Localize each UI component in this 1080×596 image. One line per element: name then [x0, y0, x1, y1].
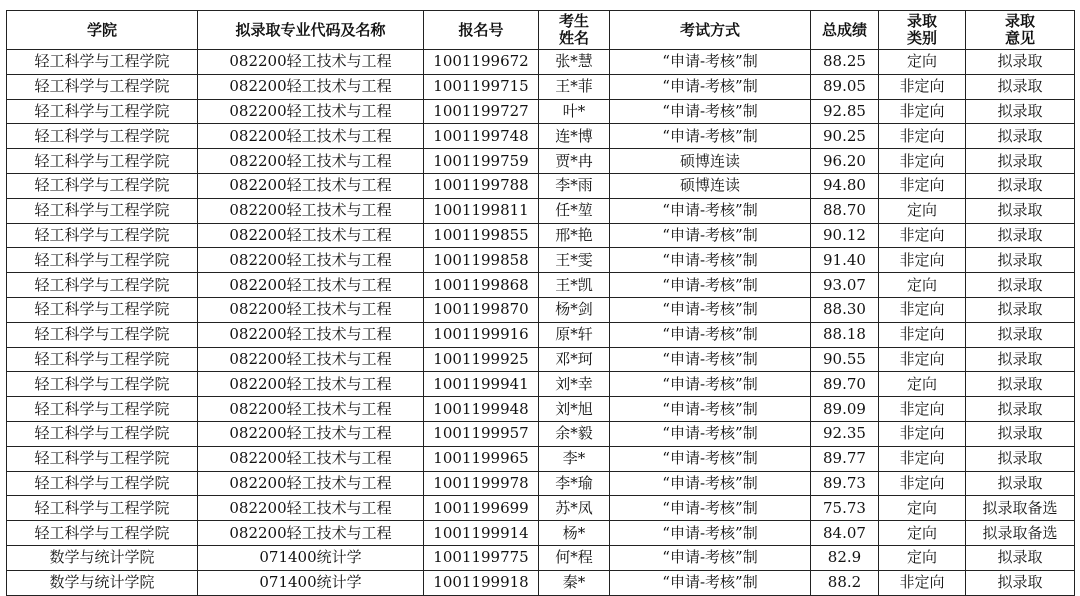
total-score-cell: 89.05 — [811, 74, 879, 99]
total-score-cell: 88.25 — [811, 50, 879, 75]
total-score-cell: 89.77 — [811, 446, 879, 471]
exam-method-cell: “申请-考核”制 — [610, 297, 811, 322]
admission-opinion-cell: 拟录取 — [966, 545, 1075, 570]
college-cell: 轻工科学与工程学院 — [7, 149, 198, 174]
col-registration-no-header — [424, 11, 539, 50]
major-cell: 071400统计学 — [198, 570, 424, 595]
admission-category-cell: 非定向 — [879, 322, 966, 347]
col-admission-category-header — [879, 11, 966, 50]
exam-method-cell: “申请-考核”制 — [610, 273, 811, 298]
table-row — [7, 223, 1075, 248]
registration-no-cell: 1001199925 — [424, 347, 539, 372]
major-cell: 082200轻工技术与工程 — [198, 173, 424, 198]
admission-category-cell: 定向 — [879, 372, 966, 397]
candidate-name-cell: 余*毅 — [539, 421, 610, 446]
exam-method-cell: “申请-考核”制 — [610, 99, 811, 124]
admission-category-cell: 非定向 — [879, 297, 966, 322]
admission-category-cell: 非定向 — [879, 421, 966, 446]
admission-opinion-cell: 拟录取 — [966, 74, 1075, 99]
admission-category-cell: 非定向 — [879, 397, 966, 422]
admission-opinion-cell: 拟录取 — [966, 223, 1075, 248]
candidate-name-cell: 叶* — [539, 99, 610, 124]
registration-no-cell: 1001199759 — [424, 149, 539, 174]
table-row — [7, 149, 1075, 174]
major-cell: 082200轻工技术与工程 — [198, 124, 424, 149]
table-row — [7, 173, 1075, 198]
exam-method-cell: “申请-考核”制 — [610, 496, 811, 521]
total-score-cell: 90.25 — [811, 124, 879, 149]
total-score-cell: 93.07 — [811, 273, 879, 298]
table-row — [7, 322, 1075, 347]
exam-method-cell: “申请-考核”制 — [610, 74, 811, 99]
exam-method-cell: “申请-考核”制 — [610, 521, 811, 546]
candidate-name-cell: 李*雨 — [539, 173, 610, 198]
admission-category-cell: 定向 — [879, 50, 966, 75]
admission-opinion-cell: 拟录取 — [966, 570, 1075, 595]
admission-opinion-cell: 拟录取 — [966, 273, 1075, 298]
admission-opinion-cell: 拟录取 — [966, 397, 1075, 422]
admission-category-cell: 定向 — [879, 496, 966, 521]
registration-no-cell: 1001199868 — [424, 273, 539, 298]
admission-opinion-cell: 拟录取 — [966, 248, 1075, 273]
admission-category-cell: 非定向 — [879, 570, 966, 595]
admission-opinion-cell: 拟录取 — [966, 198, 1075, 223]
admission-category-cell: 非定向 — [879, 99, 966, 124]
major-cell: 082200轻工技术与工程 — [198, 149, 424, 174]
registration-no-cell: 1001199916 — [424, 322, 539, 347]
exam-method-cell: “申请-考核”制 — [610, 322, 811, 347]
col-exam-method-header-text: 考试方式 — [679, 20, 740, 39]
col-candidate-name-header-text: 姓名 — [558, 29, 589, 47]
college-cell: 轻工科学与工程学院 — [7, 99, 198, 124]
total-score-cell: 75.73 — [811, 496, 879, 521]
college-cell: 轻工科学与工程学院 — [7, 173, 198, 198]
table-row — [7, 372, 1075, 397]
major-cell: 082200轻工技术与工程 — [198, 198, 424, 223]
admission-category-cell: 非定向 — [879, 124, 966, 149]
registration-no-cell: 1001199775 — [424, 545, 539, 570]
total-score-cell: 82.9 — [811, 545, 879, 570]
admission-opinion-cell: 拟录取 — [966, 50, 1075, 75]
college-cell: 轻工科学与工程学院 — [7, 273, 198, 298]
candidate-name-cell: 秦* — [539, 570, 610, 595]
total-score-cell: 84.07 — [811, 521, 879, 546]
admission-opinion-cell: 拟录取备选 — [966, 521, 1075, 546]
exam-method-cell: “申请-考核”制 — [610, 372, 811, 397]
major-cell: 082200轻工技术与工程 — [198, 372, 424, 397]
college-cell: 数学与统计学院 — [7, 545, 198, 570]
col-admission-category-header-text: 类别 — [906, 29, 937, 47]
college-cell: 轻工科学与工程学院 — [7, 74, 198, 99]
candidate-name-cell: 苏*凤 — [539, 496, 610, 521]
admission-opinion-cell: 拟录取 — [966, 149, 1075, 174]
admission-category-cell: 定向 — [879, 273, 966, 298]
exam-method-cell: “申请-考核”制 — [610, 570, 811, 595]
registration-no-cell: 1001199748 — [424, 124, 539, 149]
college-cell: 轻工科学与工程学院 — [7, 198, 198, 223]
col-exam-method-header — [610, 11, 811, 50]
admission-opinion-cell: 拟录取 — [966, 347, 1075, 372]
candidate-name-cell: 何*程 — [539, 545, 610, 570]
candidate-name-cell: 张*慧 — [539, 50, 610, 75]
admission-opinion-cell: 拟录取 — [966, 471, 1075, 496]
table-row — [7, 521, 1075, 546]
table-row — [7, 496, 1075, 521]
registration-no-cell: 1001199858 — [424, 248, 539, 273]
col-admission-opinion-header-text: 录取 — [1004, 12, 1035, 30]
exam-method-cell: “申请-考核”制 — [610, 421, 811, 446]
exam-method-cell: “申请-考核”制 — [610, 50, 811, 75]
table-header — [7, 11, 1075, 50]
admission-category-cell: 非定向 — [879, 223, 966, 248]
admission-category-cell: 非定向 — [879, 74, 966, 99]
registration-no-cell: 1001199855 — [424, 223, 539, 248]
candidate-name-cell: 李* — [539, 446, 610, 471]
col-admission-category-header-text: 录取 — [906, 12, 937, 30]
major-cell: 071400统计学 — [198, 545, 424, 570]
admission-opinion-cell: 拟录取 — [966, 322, 1075, 347]
table-row — [7, 471, 1075, 496]
admission-opinion-cell: 拟录取 — [966, 297, 1075, 322]
major-cell: 082200轻工技术与工程 — [198, 297, 424, 322]
major-cell: 082200轻工技术与工程 — [198, 471, 424, 496]
exam-method-cell: “申请-考核”制 — [610, 471, 811, 496]
college-cell: 轻工科学与工程学院 — [7, 124, 198, 149]
total-score-cell: 96.20 — [811, 149, 879, 174]
total-score-cell: 88.30 — [811, 297, 879, 322]
college-cell: 轻工科学与工程学院 — [7, 397, 198, 422]
total-score-cell: 88.70 — [811, 198, 879, 223]
college-cell: 轻工科学与工程学院 — [7, 248, 198, 273]
total-score-cell: 92.85 — [811, 99, 879, 124]
total-score-cell: 89.73 — [811, 471, 879, 496]
table-row — [7, 421, 1075, 446]
total-score-cell: 90.12 — [811, 223, 879, 248]
registration-no-cell: 1001199727 — [424, 99, 539, 124]
registration-no-cell: 1001199914 — [424, 521, 539, 546]
candidate-name-cell: 王*雯 — [539, 248, 610, 273]
table-row — [7, 124, 1075, 149]
candidate-name-cell: 贾*冉 — [539, 149, 610, 174]
major-cell: 082200轻工技术与工程 — [198, 74, 424, 99]
admission-opinion-cell: 拟录取 — [966, 124, 1075, 149]
admission-category-cell: 非定向 — [879, 347, 966, 372]
registration-no-cell: 1001199978 — [424, 471, 539, 496]
admission-category-cell: 非定向 — [879, 446, 966, 471]
col-candidate-name-header-text: 考生 — [558, 12, 589, 30]
registration-no-cell: 1001199788 — [424, 173, 539, 198]
candidate-name-cell: 邢*艳 — [539, 223, 610, 248]
col-major-header-text: 拟录取专业代码及名称 — [235, 20, 386, 39]
registration-no-cell: 1001199957 — [424, 421, 539, 446]
college-cell: 轻工科学与工程学院 — [7, 50, 198, 75]
admission-category-cell: 非定向 — [879, 173, 966, 198]
col-admission-opinion-header — [966, 11, 1075, 50]
candidate-name-cell: 杨*剑 — [539, 297, 610, 322]
admission-category-cell: 定向 — [879, 545, 966, 570]
major-cell: 082200轻工技术与工程 — [198, 322, 424, 347]
registration-no-cell: 1001199811 — [424, 198, 539, 223]
total-score-cell: 89.09 — [811, 397, 879, 422]
table-body — [7, 50, 1075, 596]
total-score-cell: 88.18 — [811, 322, 879, 347]
col-college-header — [7, 11, 198, 50]
col-candidate-name-header — [539, 11, 610, 50]
candidate-name-cell: 邓*珂 — [539, 347, 610, 372]
col-total-score-header — [811, 11, 879, 50]
candidate-name-cell: 原*轩 — [539, 322, 610, 347]
col-major-header — [198, 11, 424, 50]
exam-method-cell: “申请-考核”制 — [610, 248, 811, 273]
college-cell: 轻工科学与工程学院 — [7, 223, 198, 248]
total-score-cell: 94.80 — [811, 173, 879, 198]
registration-no-cell: 1001199870 — [424, 297, 539, 322]
candidate-name-cell: 任*堃 — [539, 198, 610, 223]
admission-category-cell: 定向 — [879, 521, 966, 546]
candidate-name-cell: 王*凯 — [539, 273, 610, 298]
admission-table — [6, 10, 1075, 596]
exam-method-cell: “申请-考核”制 — [610, 347, 811, 372]
college-cell: 轻工科学与工程学院 — [7, 471, 198, 496]
college-cell: 轻工科学与工程学院 — [7, 446, 198, 471]
total-score-cell: 92.35 — [811, 421, 879, 446]
registration-no-cell: 1001199941 — [424, 372, 539, 397]
college-cell: 轻工科学与工程学院 — [7, 372, 198, 397]
candidate-name-cell: 刘*幸 — [539, 372, 610, 397]
registration-no-cell: 1001199948 — [424, 397, 539, 422]
col-college-header-text: 学院 — [86, 20, 117, 39]
admission-opinion-cell: 拟录取 — [966, 421, 1075, 446]
major-cell: 082200轻工技术与工程 — [198, 421, 424, 446]
col-registration-no-header-text: 报名号 — [458, 20, 504, 39]
college-cell: 轻工科学与工程学院 — [7, 322, 198, 347]
total-score-cell: 88.2 — [811, 570, 879, 595]
college-cell: 轻工科学与工程学院 — [7, 496, 198, 521]
table-row — [7, 273, 1075, 298]
major-cell: 082200轻工技术与工程 — [198, 521, 424, 546]
major-cell: 082200轻工技术与工程 — [198, 446, 424, 471]
table-row — [7, 297, 1075, 322]
table-row — [7, 198, 1075, 223]
admission-category-cell: 非定向 — [879, 149, 966, 174]
exam-method-cell: “申请-考核”制 — [610, 446, 811, 471]
total-score-cell: 90.55 — [811, 347, 879, 372]
exam-method-cell: 硕博连读 — [610, 173, 811, 198]
college-cell: 数学与统计学院 — [7, 570, 198, 595]
total-score-cell: 89.70 — [811, 372, 879, 397]
table-row — [7, 248, 1075, 273]
exam-method-cell: “申请-考核”制 — [610, 397, 811, 422]
total-score-cell: 91.40 — [811, 248, 879, 273]
candidate-name-cell: 杨* — [539, 521, 610, 546]
admission-opinion-cell: 拟录取备选 — [966, 496, 1075, 521]
table-row — [7, 545, 1075, 570]
admission-category-cell: 非定向 — [879, 471, 966, 496]
header-row — [7, 11, 1075, 50]
exam-method-cell: “申请-考核”制 — [610, 223, 811, 248]
admission-opinion-cell: 拟录取 — [966, 372, 1075, 397]
major-cell: 082200轻工技术与工程 — [198, 248, 424, 273]
major-cell: 082200轻工技术与工程 — [198, 496, 424, 521]
exam-method-cell: “申请-考核”制 — [610, 124, 811, 149]
candidate-name-cell: 李*瑜 — [539, 471, 610, 496]
major-cell: 082200轻工技术与工程 — [198, 273, 424, 298]
admission-category-cell: 非定向 — [879, 248, 966, 273]
college-cell: 轻工科学与工程学院 — [7, 521, 198, 546]
major-cell: 082200轻工技术与工程 — [198, 397, 424, 422]
admission-opinion-cell: 拟录取 — [966, 446, 1075, 471]
candidate-name-cell: 刘*旭 — [539, 397, 610, 422]
candidate-name-cell: 连*博 — [539, 124, 610, 149]
table-row — [7, 99, 1075, 124]
registration-no-cell: 1001199672 — [424, 50, 539, 75]
registration-no-cell: 1001199715 — [424, 74, 539, 99]
admission-opinion-cell: 拟录取 — [966, 99, 1075, 124]
college-cell: 轻工科学与工程学院 — [7, 421, 198, 446]
major-cell: 082200轻工技术与工程 — [198, 99, 424, 124]
major-cell: 082200轻工技术与工程 — [198, 223, 424, 248]
table-row — [7, 347, 1075, 372]
col-admission-opinion-header-text: 意见 — [1004, 29, 1035, 47]
registration-no-cell: 1001199965 — [424, 446, 539, 471]
table-row — [7, 446, 1075, 471]
table-row — [7, 570, 1075, 595]
table-row — [7, 50, 1075, 75]
registration-no-cell: 1001199699 — [424, 496, 539, 521]
major-cell: 082200轻工技术与工程 — [198, 50, 424, 75]
col-total-score-header-text: 总成绩 — [821, 20, 867, 39]
admission-opinion-cell: 拟录取 — [966, 173, 1075, 198]
exam-method-cell: “申请-考核”制 — [610, 545, 811, 570]
admission-category-cell: 定向 — [879, 198, 966, 223]
table-row — [7, 397, 1075, 422]
college-cell: 轻工科学与工程学院 — [7, 347, 198, 372]
major-cell: 082200轻工技术与工程 — [198, 347, 424, 372]
exam-method-cell: “申请-考核”制 — [610, 198, 811, 223]
registration-no-cell: 1001199918 — [424, 570, 539, 595]
candidate-name-cell: 王*菲 — [539, 74, 610, 99]
college-cell: 轻工科学与工程学院 — [7, 297, 198, 322]
table-row — [7, 74, 1075, 99]
exam-method-cell: 硕博连读 — [610, 149, 811, 174]
